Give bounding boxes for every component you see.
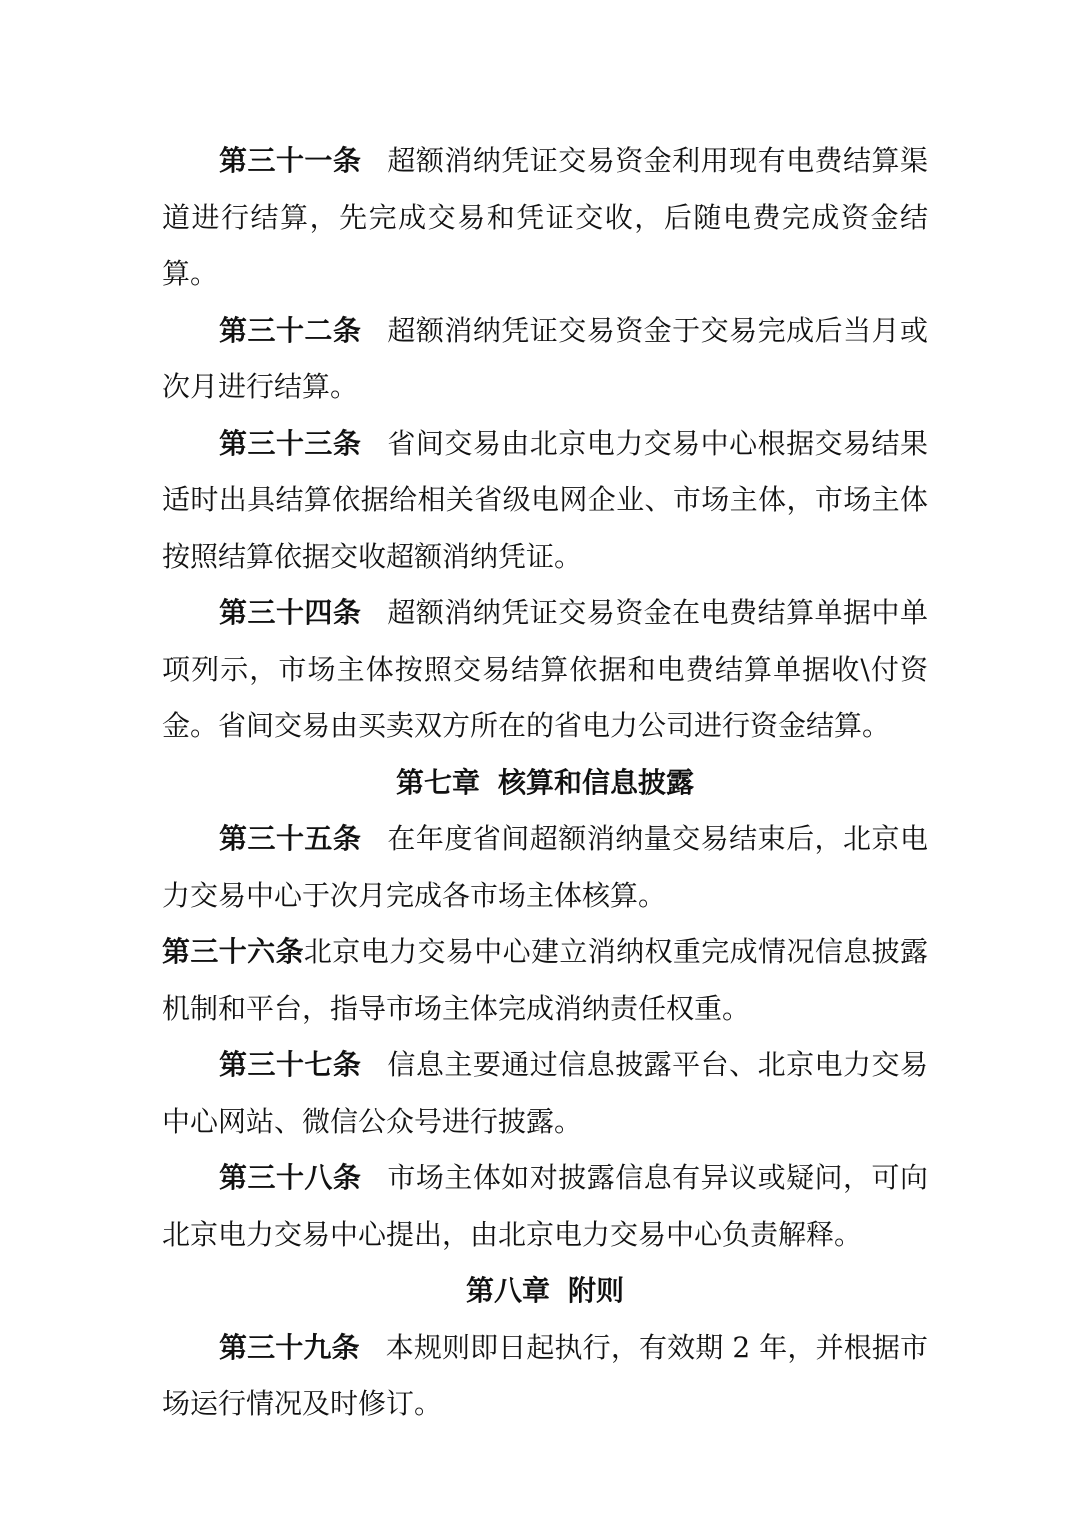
article-text: 在年度省间超额消纳量交易结束后，北京电力交易中心于次月完成各市场主体核算。	[162, 822, 928, 912]
article-number: 第三十三条	[219, 426, 362, 460]
article-text: 信息主要通过信息披露平台、北京电力交易中心网站、微信公众号进行披露。	[162, 1048, 928, 1138]
article-number: 第三十六条	[162, 935, 304, 968]
article-31	[162, 133, 928, 303]
article-text: 本规则即日起执行，有效期 2 年，并根据市场运行情况及时修订。	[162, 1330, 928, 1420]
chapter-heading-8	[162, 1263, 928, 1320]
article-number: 第三十四条	[219, 596, 362, 629]
document-page	[162, 133, 928, 1433]
article-38	[162, 1150, 928, 1263]
chapter-heading-7	[162, 755, 928, 812]
article-text: 超额消纳凭证交易资金在电费结算单据中单项列示，市场主体按照交易结算依据和电费结算单据收\付资金。省间交易由买卖双方所在的省电力公司进行资金结算。	[162, 596, 928, 742]
article-32	[162, 303, 928, 416]
article-number: 第三十七条	[219, 1048, 362, 1081]
article-37	[162, 1037, 928, 1150]
article-33	[162, 416, 928, 586]
chapter-title: 核算和信息披露	[498, 765, 695, 799]
chapter-title: 附则	[568, 1274, 625, 1307]
article-number: 第三十一条	[219, 144, 362, 177]
article-number: 第三十二条	[219, 313, 362, 347]
article-34	[162, 585, 928, 755]
article-39	[162, 1320, 928, 1433]
article-number: 第三十八条	[219, 1161, 362, 1194]
chapter-number: 第七章	[395, 765, 480, 799]
article-text: 市场主体如对披露信息有异议或疑问，可向北京电力交易中心提出，由北京电力交易中心负责解释。	[162, 1161, 928, 1251]
article-number: 第三十五条	[219, 822, 362, 855]
article-text: 北京电力交易中心建立消纳权重完成情况信息披露机制和平台，指导市场主体完成消纳责任权重。	[162, 935, 928, 1025]
article-text: 超额消纳凭证交易资金利用现有电费结算渠道进行结算，先完成交易和凭证交收，后随电费完成资金结算。	[162, 144, 928, 290]
article-36	[162, 924, 928, 1037]
chapter-number: 第八章	[465, 1274, 550, 1307]
article-text: 超额消纳凭证交易资金于交易完成后当月或次月进行结算。	[162, 313, 928, 403]
article-number: 第三十九条	[219, 1330, 360, 1364]
article-35	[162, 811, 928, 924]
article-text: 省间交易由北京电力交易中心根据交易结果适时出具结算依据给相关省级电网企业、市场主体，市场主体按照结算依据交收超额消纳凭证。	[162, 426, 928, 573]
